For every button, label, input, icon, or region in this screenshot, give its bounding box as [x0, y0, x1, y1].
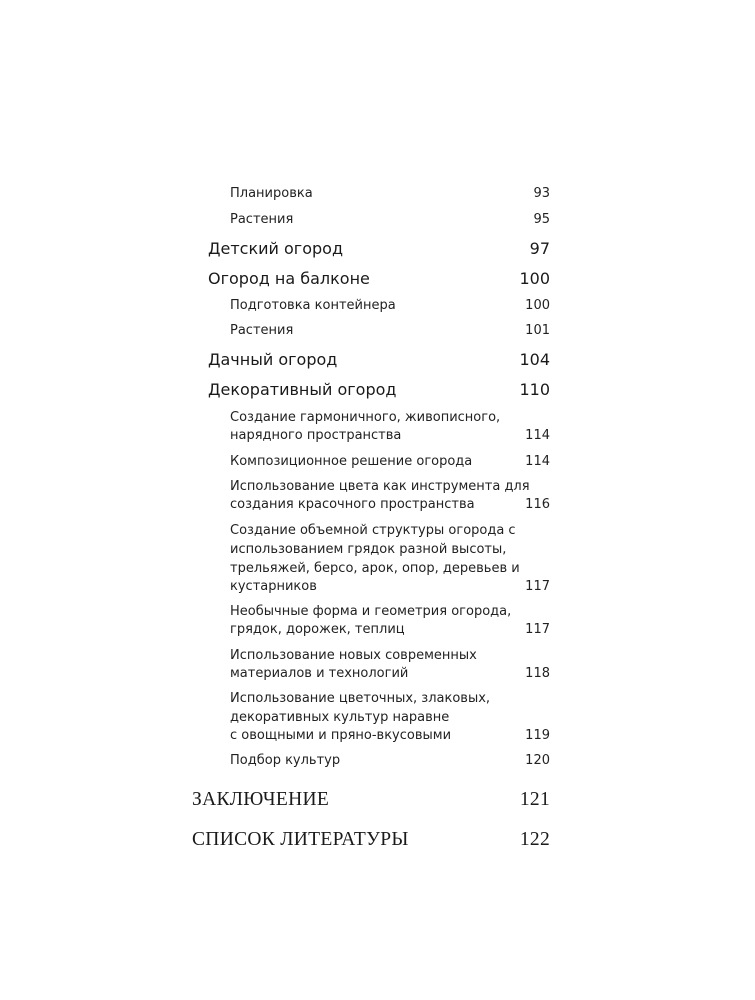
toc-entry-title-line: Использование цвета как инструмента для [230, 479, 530, 494]
toc-page-number: 110 [519, 380, 550, 399]
toc-entry-title: Подготовка контейнера [230, 298, 396, 313]
toc-entry-title: Растения [230, 212, 294, 227]
toc-entry-title: Композиционное решение огорода [230, 454, 473, 469]
toc-entry-title-line: кустарников [230, 579, 317, 594]
toc-entry-title-line: Создание объемной структуры огорода с [230, 523, 516, 538]
toc-page-number: 104 [519, 350, 550, 369]
toc-entry-title: Декоративный огород [208, 380, 397, 399]
toc-entry-title: Подбор культур [230, 753, 341, 768]
toc-page-number: 116 [525, 497, 550, 512]
toc-entry-title: Планировка [230, 186, 313, 201]
toc-page-number: 95 [533, 212, 550, 227]
toc-entry-title: Дачный огород [208, 350, 338, 369]
toc-entry-title-line: Использование цветочных, злаковых, [230, 691, 491, 706]
toc-page-number: 93 [533, 186, 550, 201]
toc-entry-title: СПИСОК ЛИТЕРАТУРЫ [192, 829, 409, 850]
toc-entry-title-line: материалов и технологий [230, 666, 409, 681]
toc-page-number: 119 [525, 728, 550, 743]
toc-page-number: 114 [525, 428, 550, 443]
toc-page-number: 101 [525, 323, 550, 338]
toc-page-number: 100 [519, 269, 550, 288]
toc-entry-title-line: Создание гармоничного, живописного, [230, 410, 501, 425]
toc-entry-title: Детский огород [208, 239, 343, 258]
toc-entry-title-line: грядок, дорожек, теплиц [230, 622, 405, 637]
toc-entry-title-line: создания красочного пространства [230, 497, 475, 512]
toc-page-number: 121 [519, 789, 550, 810]
toc-entry-title-line: нарядного пространства [230, 428, 402, 443]
toc-page-number: 114 [525, 454, 550, 469]
toc-entry-title-line: Использование новых современных [230, 648, 477, 663]
toc-entry-title: ЗАКЛЮЧЕНИЕ [192, 789, 330, 810]
toc-page-number: 120 [525, 753, 550, 768]
toc-entry-title-line: декоративных культур наравне [230, 710, 450, 725]
toc-entry-title-line: использованием грядок разной высоты, [230, 542, 507, 557]
toc-page-number: 97 [529, 239, 550, 258]
toc-page-number: 122 [519, 829, 550, 850]
toc-entry-title-line: с овощными и пряно-вкусовыми [230, 728, 452, 743]
toc-page-number: 117 [525, 622, 550, 637]
toc-page-number: 117 [525, 579, 550, 594]
toc-page-number: 118 [525, 666, 550, 681]
toc-entry-title-line: Необычные форма и геометрия огорода, [230, 604, 512, 619]
toc-entry-title: Растения [230, 323, 294, 338]
toc-page-number: 100 [525, 298, 550, 313]
toc-entry-title: Огород на балконе [208, 269, 370, 288]
toc-entry-title-line: трельяжей, берсо, арок, опор, деревьев и [230, 561, 520, 576]
